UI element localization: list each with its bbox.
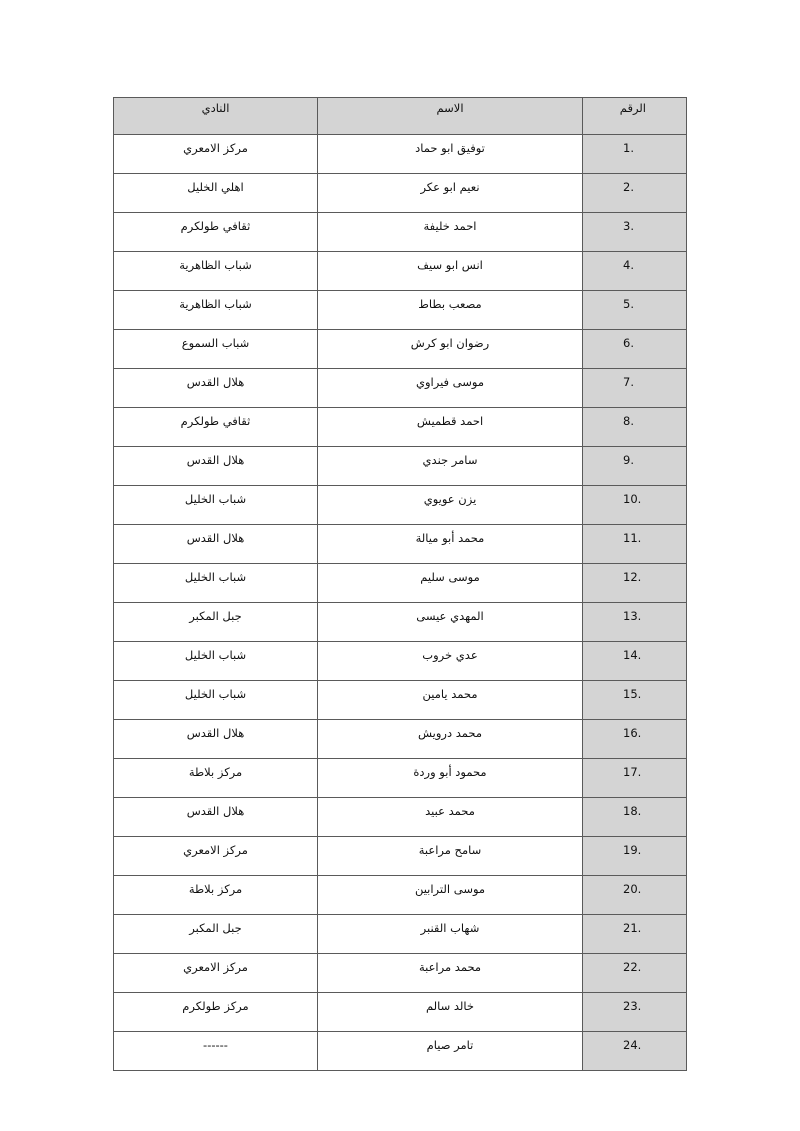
player-name: عدي خروب xyxy=(318,642,583,681)
table-row xyxy=(114,135,687,174)
table-row xyxy=(114,486,687,525)
row-number: 5. xyxy=(583,291,687,330)
player-name: يزن عويوي xyxy=(318,486,583,525)
player-name: محمد يامين xyxy=(318,681,583,720)
row-number: 3. xyxy=(583,213,687,252)
table-row xyxy=(114,915,687,954)
club-name: هلال القدس xyxy=(114,720,318,759)
club-name: ثقافي طولكرم xyxy=(114,408,318,447)
player-name: محمد درويش xyxy=(318,720,583,759)
club-name: شباب الخليل xyxy=(114,681,318,720)
header-row xyxy=(114,98,687,135)
table-row xyxy=(114,993,687,1032)
row-number: 19. xyxy=(583,837,687,876)
player-name: تامر صيام xyxy=(318,1032,583,1071)
club-name: هلال القدس xyxy=(114,798,318,837)
header-name: الاسم xyxy=(318,98,583,135)
table-row xyxy=(114,876,687,915)
club-name: شباب الخليل xyxy=(114,486,318,525)
row-number: 2. xyxy=(583,174,687,213)
club-name: هلال القدس xyxy=(114,447,318,486)
club-name: شباب الخليل xyxy=(114,564,318,603)
row-number: 8. xyxy=(583,408,687,447)
player-name: محمد مراعبة xyxy=(318,954,583,993)
row-number: 20. xyxy=(583,876,687,915)
player-name: سامح مراعبة xyxy=(318,837,583,876)
table-row xyxy=(114,642,687,681)
player-name: سامر جندي xyxy=(318,447,583,486)
table-header xyxy=(114,98,687,135)
table-row xyxy=(114,954,687,993)
table-row xyxy=(114,447,687,486)
club-name: مركز بلاطة xyxy=(114,876,318,915)
club-name: ثقافي طولكرم xyxy=(114,213,318,252)
row-number: 14. xyxy=(583,642,687,681)
table-row xyxy=(114,720,687,759)
club-name: شباب الظاهرية xyxy=(114,252,318,291)
table-row xyxy=(114,408,687,447)
club-name: هلال القدس xyxy=(114,369,318,408)
club-name: جبل المكبر xyxy=(114,603,318,642)
club-name: مركز بلاطة xyxy=(114,759,318,798)
player-name: مصعب بطاط xyxy=(318,291,583,330)
row-number: 9. xyxy=(583,447,687,486)
player-name: رضوان ابو كرش xyxy=(318,330,583,369)
row-number: 13. xyxy=(583,603,687,642)
table-row xyxy=(114,369,687,408)
club-name: مركز الامعري xyxy=(114,135,318,174)
row-number: 22. xyxy=(583,954,687,993)
player-name: احمد قطميش xyxy=(318,408,583,447)
table-row xyxy=(114,174,687,213)
table-row xyxy=(114,759,687,798)
table-row xyxy=(114,603,687,642)
row-number: 16. xyxy=(583,720,687,759)
table-row xyxy=(114,291,687,330)
player-name: محمد عبيد xyxy=(318,798,583,837)
table-row xyxy=(114,798,687,837)
club-name: هلال القدس xyxy=(114,525,318,564)
club-name: جبل المكبر xyxy=(114,915,318,954)
player-name: موسى فيراوي xyxy=(318,369,583,408)
club-name: مركز الامعري xyxy=(114,837,318,876)
table-row xyxy=(114,252,687,291)
table-row xyxy=(114,1032,687,1071)
row-number: 1. xyxy=(583,135,687,174)
club-name: شباب الخليل xyxy=(114,642,318,681)
table-row xyxy=(114,564,687,603)
table-row xyxy=(114,213,687,252)
player-name: احمد خليفة xyxy=(318,213,583,252)
player-name: موسى سليم xyxy=(318,564,583,603)
table-row xyxy=(114,681,687,720)
table-row xyxy=(114,837,687,876)
row-number: 23. xyxy=(583,993,687,1032)
player-name: موسى الترابين xyxy=(318,876,583,915)
row-number: 4. xyxy=(583,252,687,291)
row-number: 15. xyxy=(583,681,687,720)
row-number: 24. xyxy=(583,1032,687,1071)
row-number: 7. xyxy=(583,369,687,408)
row-number: 11. xyxy=(583,525,687,564)
club-name: ------ xyxy=(114,1032,318,1071)
row-number: 18. xyxy=(583,798,687,837)
player-name: نعيم ابو عكر xyxy=(318,174,583,213)
club-name: اهلي الخليل xyxy=(114,174,318,213)
row-number: 10. xyxy=(583,486,687,525)
row-number: 21. xyxy=(583,915,687,954)
row-number: 12. xyxy=(583,564,687,603)
row-number: 17. xyxy=(583,759,687,798)
player-name: خالد سالم xyxy=(318,993,583,1032)
table-row xyxy=(114,330,687,369)
table-row xyxy=(114,525,687,564)
row-number: 6. xyxy=(583,330,687,369)
header-club: النادي xyxy=(114,98,318,135)
header-number: الرقم xyxy=(583,98,687,135)
player-name: محمود أبو وردة xyxy=(318,759,583,798)
club-name: مركز الامعري xyxy=(114,954,318,993)
player-name: توفيق ابو حماد xyxy=(318,135,583,174)
club-name: شباب الظاهرية xyxy=(114,291,318,330)
player-name: شهاب القنبر xyxy=(318,915,583,954)
club-name: شباب السموع xyxy=(114,330,318,369)
table-body xyxy=(114,135,687,1071)
club-name: مركز طولكرم xyxy=(114,993,318,1032)
player-name: المهدي عيسى xyxy=(318,603,583,642)
player-name: انس ابو سيف xyxy=(318,252,583,291)
player-name: محمد أبو ميالة xyxy=(318,525,583,564)
players-table xyxy=(113,97,687,1071)
